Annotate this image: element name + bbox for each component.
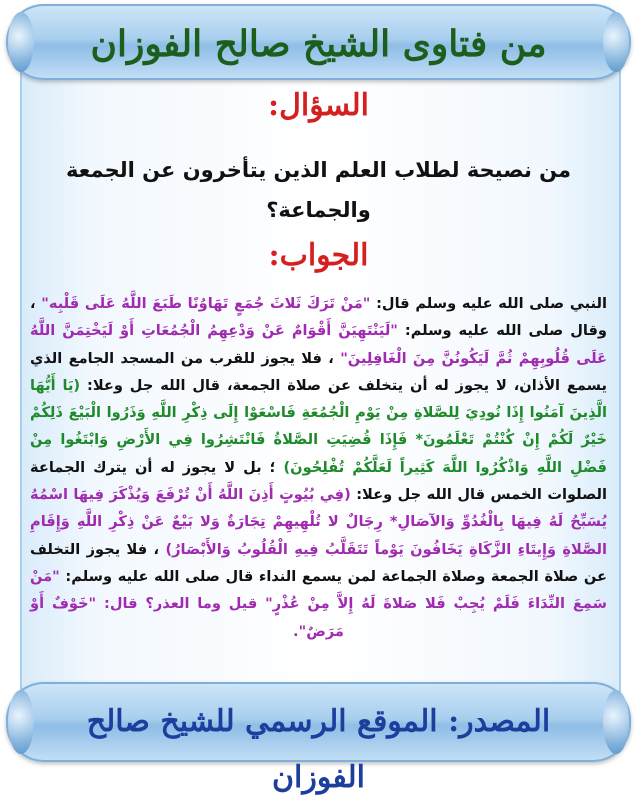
hadith-quote: "مَنْ سَمِعَ النِّدَاءَ فَلَمْ يُجِبْ فَلا صَلاةَ لَهُ إِلاَّ مِنْ عُذْرٍ" قيل وما العذر؟ قال: "خَوْفٌ أَوْ مَرَضٌ". — [30, 567, 607, 640]
source-footer: المصدر: الموقع الرسمي للشيخ صالح الفوزان — [86, 704, 551, 795]
answer-text-segment: ؛ بل لا يجوز له أن يترك الجماعة الصلوات الخمس قال الله جل وعلا: — [30, 458, 607, 504]
answer-text-segment: النبي صلى الله عليه وسلم قال: — [370, 295, 607, 312]
answer-text-segment: ، فلا يجوز للقرب من المسجد الجامع الذي يسمع الأذان، لا يجوز له أن يتخلف عن صلاة الجمعة، قال الله جل وعلا: — [30, 349, 608, 394]
hadith-quote: "لَيَنْتَهِيَنَّ أَقْوَامٌ عَنْ وَدْعِهِمُ الْجُمُعَاتِ أَوْ لَيَخْتِمَنَّ اللَّهُ عَلَى قُلُوبِهِمْ ثُمَّ لَيَكُونُنَّ مِنَ الْغَافِلِينَ" — [30, 322, 608, 367]
answer-text — [30, 290, 607, 645]
hadith-quote: "مَنْ تَرَكَ ثَلاثَ جُمَعٍ تَهَاوُنًا طَبَعَ اللَّهُ عَلَى قَلْبِه" — [41, 295, 371, 312]
question-text: من نصيحة لطلاب العلم الذين يتأخرون عن الجمعة والجماعة؟ — [65, 158, 572, 222]
answer-label: الجواب: — [268, 238, 369, 273]
question-label: السؤال: — [268, 88, 369, 123]
quran-verse: (يَا أَيُّهَا الَّذِينَ آمَنُوا إِذَا نُودِيَ لِلصَّلاةِ مِنْ يَوْمِ الْجُمُعَةِ فَاسْعَوْا إِلَى ذِكْرِ اللَّهِ وَذَرُوا الْبَيْعَ ذَلِكُمْ خَيْرٌ لَكُمْ إِنْ كُنْتُمْ تَعْلَمُونَ* فَإِذَا قُضِيَتِ الصَّلاةُ فَانْتَشِرُوا فِي الأَرْضِ وَابْتَغُوا مِنْ فَضْلِ اللَّهِ وَاذْكُرُوا اللَّهَ كَثِيراً لَعَلَّكُمْ تُفْلِحُونَ) — [30, 376, 607, 476]
answer-text-segment: ، وقال صلى الله عليه وسلم: — [30, 295, 608, 340]
answer-text-segment: ، فلا يجوز التخلف عن صلاة الجمعة وصلاة الجماعة لمن يسمع النداء قال صلى الله عليه وسلم: — [30, 540, 607, 585]
quran-verse-highlight: (فِي بُيُوتٍ أَذِنَ اللَّهُ أَنْ تُرْفَعَ وَيُذْكَرَ فِيهَا اسْمُهُ يُسَبِّحُ لَهُ فِيهَا بِالْغُدُوِّ وَالآصَالِ* رِجَالٌ لا تُلْهِيهِمْ تِجَارَةٌ وَلا بَيْعٌ عَنْ ذِكْرِ اللَّهِ وَإِقَامِ الصَّلاةِ وَإِيتَاءِ الزَّكَاةِ يَخَافُونَ يَوْماً تَتَقَلَّبُ فِيهِ الْقُلُوبُ وَالأَبْصَارُ) — [30, 486, 607, 558]
page-title: من فتاوى الشيخ صالح الفوزان — [90, 23, 547, 65]
